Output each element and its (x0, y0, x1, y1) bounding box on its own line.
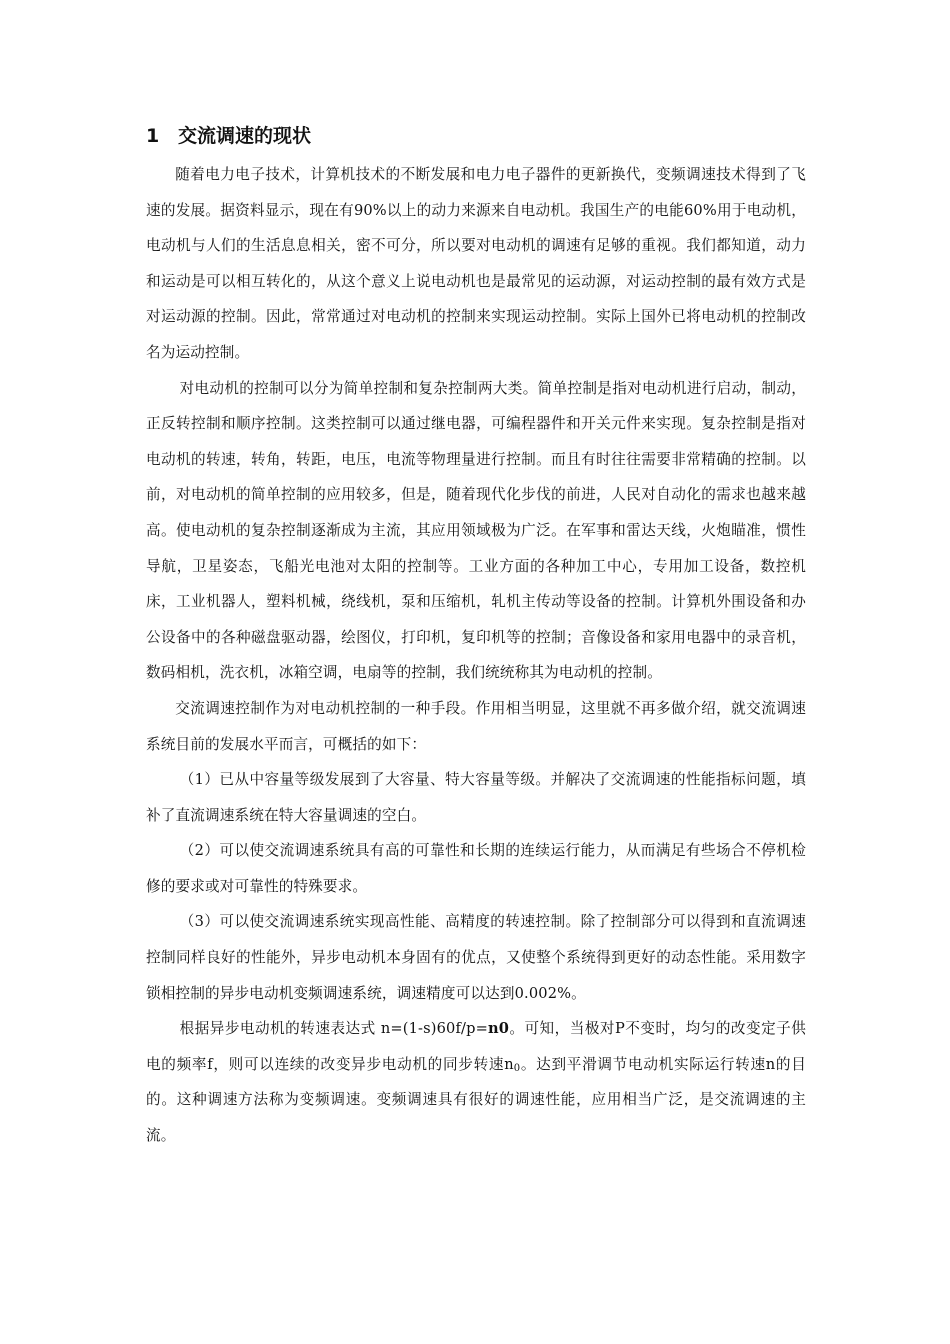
paragraph-4: （1）已从中容量等级发展到了大容量、特大容量等级。并解决了交流调速的性能指标问题，填补了直流调速系统在特大容量调速的空白。 (146, 771, 806, 824)
section-heading (146, 122, 311, 150)
paragraph-5: （2）可以使交流调速系统具有高的可靠性和长期的连续运行能力，从而满足有些场合不停机检修的要求或对可靠性的特殊要求。 (146, 842, 806, 895)
paragraph-7 (146, 1011, 806, 1153)
formula-symbol: n0 (487, 1020, 510, 1038)
paragraph-7-part-a: 根据异步电动机的转速表达式 n=(1-s)60f/p= (179, 1020, 488, 1038)
body-text (146, 157, 806, 1154)
subscript-zero: 0 (513, 1062, 521, 1074)
section-number: 1 (146, 125, 160, 147)
paragraph-1: 随着电力电子技术，计算机技术的不断发展和电力电子器件的更新换代，变频调速技术得到了飞速的发展。据资料显示，现在有90%以上的动力来源来自电动机。我国生产的电能60%用于电动机，电动机与人们的生活息息相关，密不可分，所以要对电动机的调速有足够的重视。我们都知道，动力和运动是可以相互转化的，从这个意义上说电动机也是最常见的运动源，对运动控制的最有效方式是对运动源的控制。因此，常常通过对电动机的控制来实现运动控制。实际上国外已将电动机的控制改名为运动控制。 (146, 166, 806, 361)
paragraph-3: 交流调速控制作为对电动机控制的一种手段。作用相当明显，这里就不再多做介绍，就交流调速系统目前的发展水平而言，可概括的如下： (146, 699, 806, 753)
paragraph-2: 对电动机的控制可以分为简单控制和复杂控制两大类。简单控制是指对电动机进行启动，制动，正反转控制和顺序控制。这类控制可以通过继电器，可编程器件和开关元件来实现。复杂控制是指对电动机的转速，转角，转距，电压，电流等物理量进行控制。而且有时往往需要非常精确的控制。以前，对电动机的简单控制的应用较多，但是，随着现代化步伐的前进，人民对自动化的需求也越来越高。使电动机的复杂控制逐渐成为主流，其应用领域极为广泛。在军事和雷达天线，火炮瞄准，惯性导航，卫星姿态，飞船光电池对太阳的控制等。工业方面的各种加工中心，专用加工设备，数控机床，工业机器人，塑料机械，绕线机，泵和压缩机，轧机主传动等设备的控制。计算机外围设备和办公设备中的各种磁盘驱动器，绘图仪，打印机，复印机等的控制；音像设备和家用电器中的录音机，数码相机，洗衣机，冰箱空调，电扇等的控制，我们统统称其为电动机的控制。 (146, 379, 806, 682)
paragraph-7-part-b: 。可知，当极对P不变时，均匀的改变定子供电的频率f，则可以连续的改变异步电动机的同步转速n (146, 1020, 806, 1073)
paragraph-6: （3）可以使交流调速系统实现高性能、高精度的转速控制。除了控制部分可以得到和直流调速控制同样良好的性能外，异步电动机本身固有的优点，又使整个系统得到更好的动态性能。采用数字锁相控制的异步电动机变频调速系统，调速精度可以达到0.002%。 (146, 913, 806, 1002)
paragraph-7-part-c: 。达到平滑调节电动机实际运行转速n的目的。这种调速方法称为变频调速。变频调速具有很好的调速性能，应用相当广泛，是交流调速的主流。 (146, 1055, 806, 1145)
section-title: 交流调速的现状 (178, 125, 312, 147)
